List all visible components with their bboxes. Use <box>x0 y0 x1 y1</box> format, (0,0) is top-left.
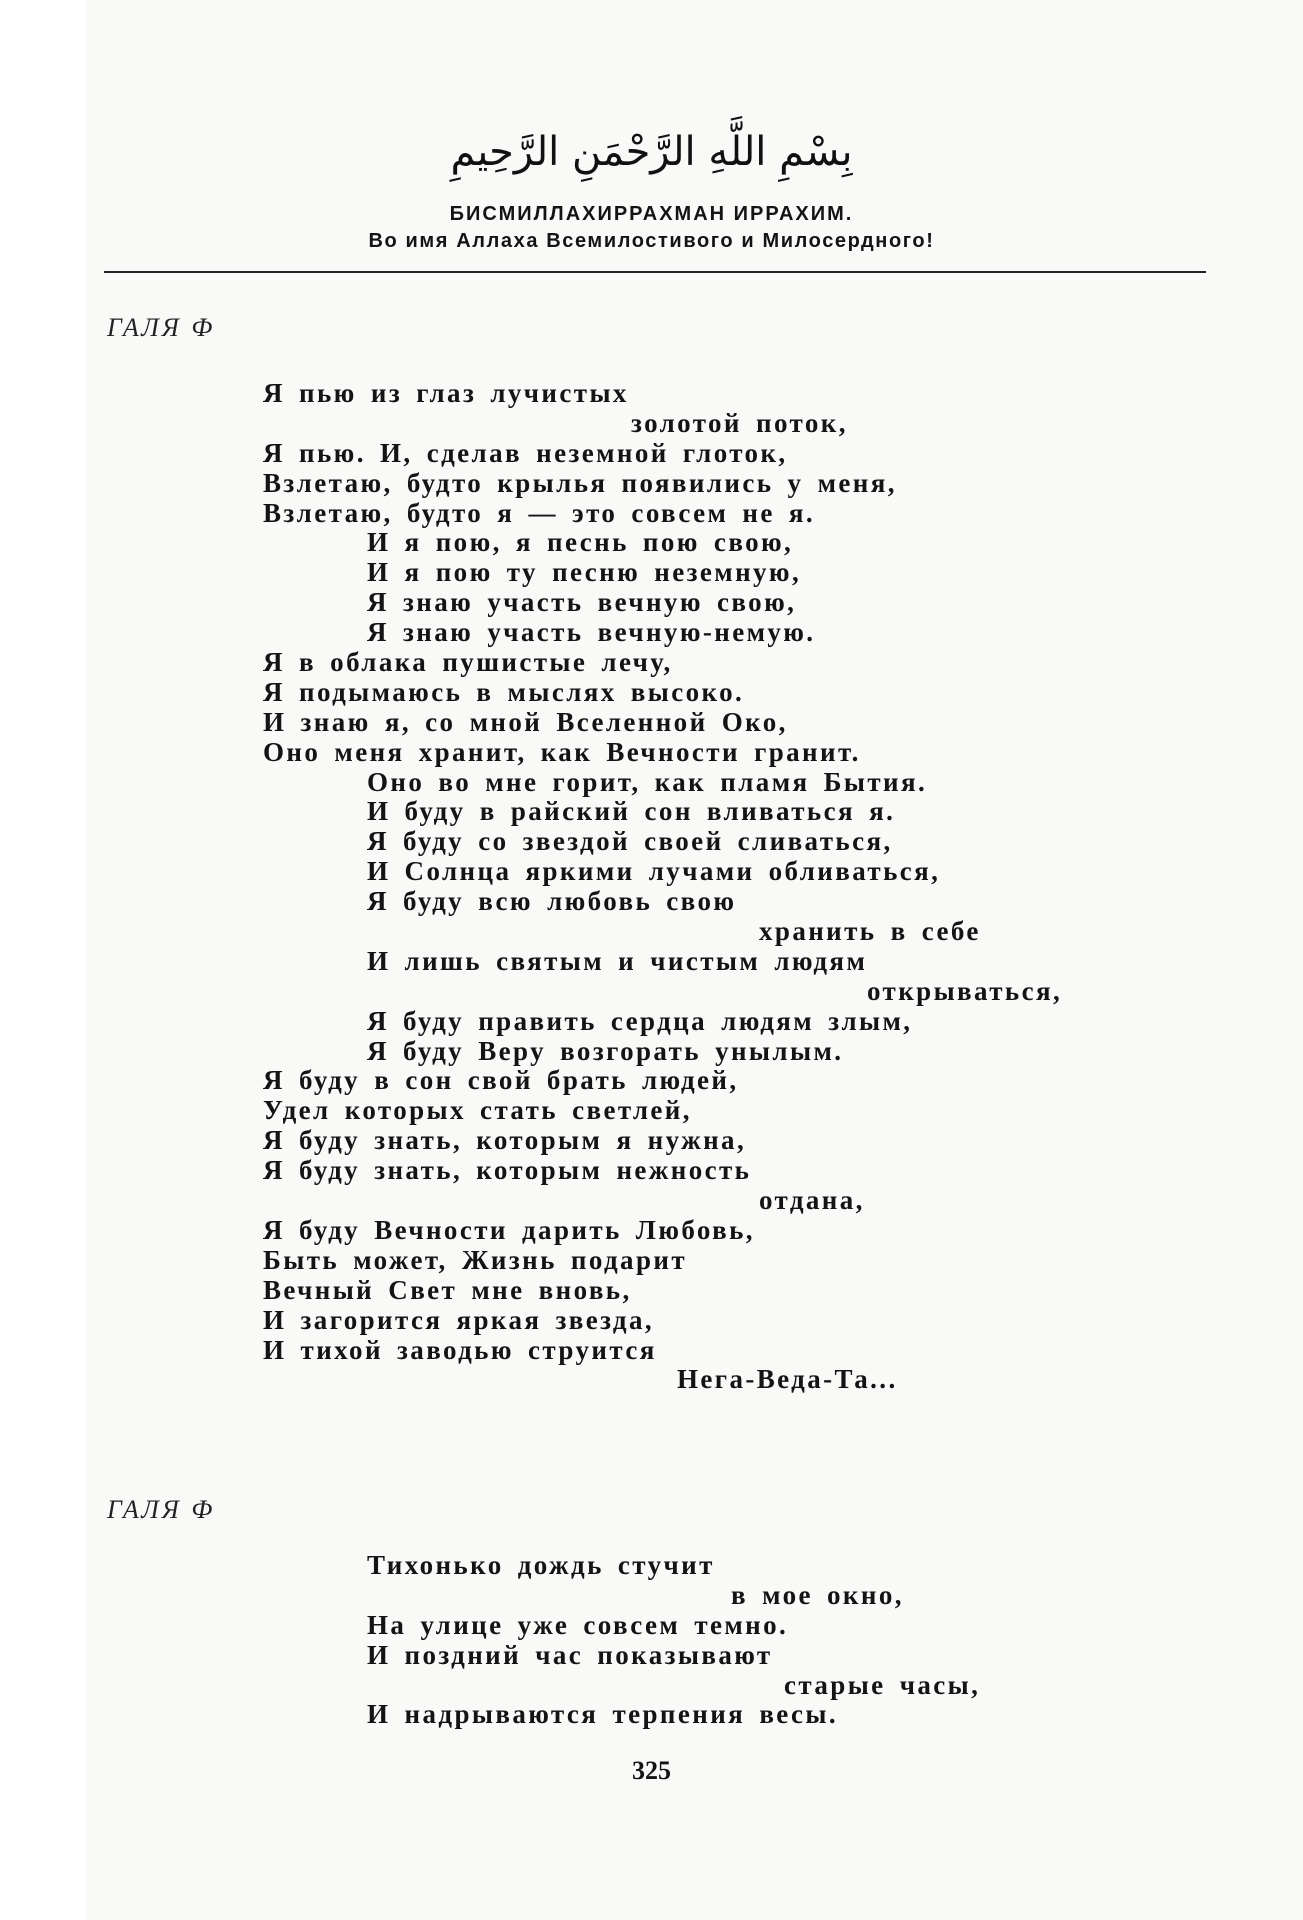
header-subtitle: Во имя Аллаха Всемилостивого и Милосердного! <box>368 230 935 252</box>
poem-line: Я буду в сон свой брать людей, <box>263 1065 739 1096</box>
poem-author: ГАЛЯ Ф <box>107 1495 216 1524</box>
poem-line: Я знаю участь вечную свою, <box>367 587 797 618</box>
poem-line: Оно во мне горит, как пламя Бытия. <box>367 766 928 797</box>
poem-line: Удел которых стать светлей, <box>263 1095 692 1126</box>
poem-line: И я пою ту песню неземную, <box>367 557 802 588</box>
poem-line: Я пью из глаз лучистых <box>263 378 629 408</box>
poem-line: И тихой заводью струится <box>263 1334 657 1365</box>
poem-line: Я буду править сердца людям злым, <box>367 1005 913 1036</box>
poem-line: Я знаю участь вечную-немую. <box>367 617 816 648</box>
poem-line: Оно меня хранит, как Вечности гранит. <box>263 736 861 767</box>
poem-line: И надрываются терпения весы. <box>367 1699 839 1730</box>
poem-line: И загорится яркая звезда, <box>263 1304 655 1335</box>
poem-line: Я буду со звездой своей сливаться, <box>367 826 893 857</box>
poem-line: И я пою, я песнь пою свою, <box>367 527 794 558</box>
poem-line: Вечный Свет мне вновь, <box>263 1274 632 1305</box>
poem-line-continuation: хранить в себе <box>759 916 981 947</box>
poem-line: И поздний час показывают <box>367 1639 773 1670</box>
poem-line: Взлетаю, будто я — это совсем не я. <box>263 497 816 528</box>
page-number: 325 <box>632 1756 671 1785</box>
poem-line: И Солнца яркими лучами обливаться, <box>367 856 941 887</box>
poem-line: И буду в райский сон вливаться я. <box>367 796 896 827</box>
poem-line: И знаю я, со мной Вселенной Око, <box>263 706 788 737</box>
poem-line-continuation: открываться, <box>867 975 1063 1006</box>
bismillah-calligraphy: بِسْمِ اللَّهِ الرَّحْمَنِ الرَّحِيمِ <box>450 129 853 175</box>
header-divider <box>104 271 1206 273</box>
poem-line: Я подымаюсь в мыслях высоко. <box>263 676 745 707</box>
poem-line: Я буду знать, которым нежность <box>263 1155 752 1186</box>
poem-line-continuation: в мое окно, <box>731 1579 904 1610</box>
poem-line: Я буду всю любовь свою <box>367 886 737 917</box>
poem-line: Я в облака пушистые лечу, <box>263 647 673 678</box>
poem-line: Я буду Веру возгорать унылым. <box>367 1035 844 1066</box>
poem-line: На улице уже совсем темно. <box>367 1609 789 1640</box>
poem-line: Я буду знать, которым я нужна, <box>263 1125 747 1156</box>
poem-line-continuation: Нега-Веда-Та... <box>677 1364 898 1395</box>
poem-line: Быть может, Жизнь подарит <box>263 1244 687 1275</box>
header-title: БИСМИЛЛАХИРРАХМАН ИРРАХИМ. <box>449 203 854 225</box>
poem-line: Тихонько дождь стучит <box>367 1550 715 1580</box>
poem <box>0 379 1303 1395</box>
poem-line-continuation: старые часы, <box>784 1669 981 1700</box>
poem-line-continuation: золотой поток, <box>631 407 848 438</box>
poem <box>0 1551 1303 1730</box>
poem-line: Я пью. И, сделав неземной глоток, <box>263 437 788 468</box>
poem-author: ГАЛЯ Ф <box>107 313 216 342</box>
poem-line: И лишь святым и чистым людям <box>367 945 868 976</box>
poem-line: Взлетаю, будто крылья появились у меня, <box>263 467 897 498</box>
poem-line: Я буду Вечности дарить Любовь, <box>263 1214 755 1245</box>
poem-line-continuation: отдана, <box>759 1185 865 1216</box>
